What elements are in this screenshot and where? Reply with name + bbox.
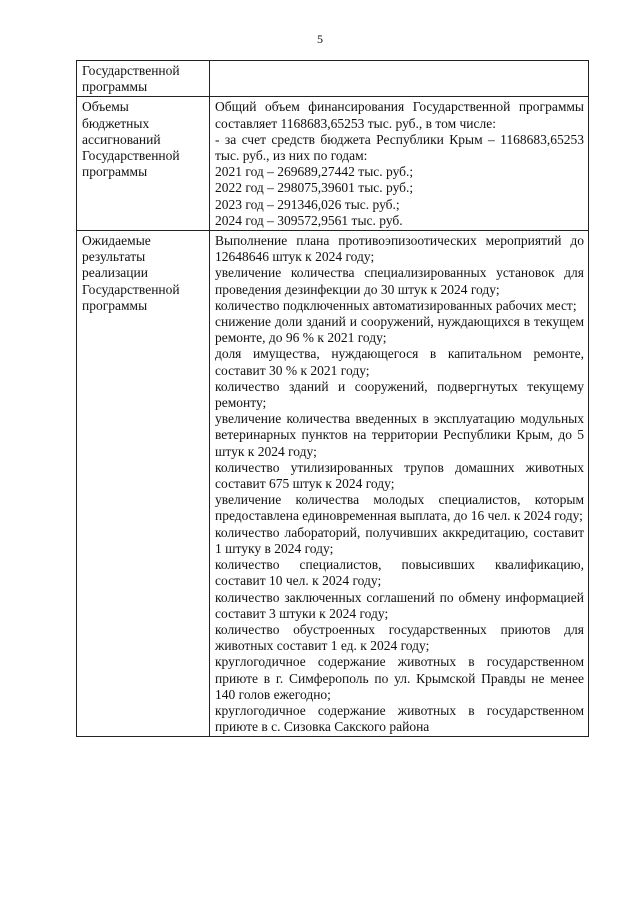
expected-result: количество заключенных соглашений по обмену информацией составит 3 штуки к 2024 году; bbox=[215, 589, 584, 621]
label-line: программы bbox=[82, 297, 148, 313]
financing-year: 2023 год – 291346,026 тыс. руб.; bbox=[215, 196, 400, 212]
expected-result: доля имущества, нуждающегося в капитальном ремонте, составит 30 % к 2021 году; bbox=[215, 346, 584, 378]
program-passport-table bbox=[76, 60, 589, 737]
table-row bbox=[77, 97, 589, 231]
row-label bbox=[77, 97, 210, 231]
expected-result: увеличение количества молодых специалистов, которым предоставлена единовременная выплата, до 16 чел. к 2024 году; bbox=[215, 492, 584, 524]
expected-result: количество специалистов, повысивших квалификацию, составит 10 чел. к 2024 году; bbox=[215, 557, 584, 589]
row-label bbox=[77, 61, 210, 97]
label-line: Государственной bbox=[82, 148, 180, 164]
row-content bbox=[210, 231, 589, 737]
label-line: Ожидаемые bbox=[82, 233, 151, 249]
expected-result: увеличение количества введенных в эксплуатацию модульных ветеринарных пунктов на территории Республики Крым, до 5 штук к 2024 году; bbox=[215, 411, 584, 459]
financing-total: Общий объем финансирования Государственной программы составляет 1168683,65253 тыс. руб., в том числе: bbox=[215, 99, 584, 131]
expected-result: количество обустроенных государственных приютов для животных составит 1 ед. к 2024 году; bbox=[215, 621, 584, 654]
table-row bbox=[77, 231, 589, 737]
label-line: Государственной bbox=[82, 63, 180, 78]
expected-result: количество лабораторий, получивших аккредитацию, составит 1 штуку в 2024 году; bbox=[215, 524, 584, 556]
label-line: Объемы bbox=[82, 99, 129, 115]
financing-year: 2022 год – 298075,39601 тыс. руб.; bbox=[215, 180, 414, 196]
expected-result: количество утилизированных трупов домашних животных составит 675 штук к 2024 году; bbox=[215, 459, 584, 492]
label-line: программы bbox=[82, 79, 148, 95]
expected-result: Выполнение плана противоэпизоотических мероприятий до 12648646 штук к 2024 году; bbox=[215, 233, 584, 265]
financing-crimea-budget: - за счет средств бюджета Республики Крым – 1168683,65253 тыс. руб., из них по годам: bbox=[215, 131, 584, 164]
label-line: реализации bbox=[82, 265, 148, 281]
expected-result: снижение доли зданий и сооружений, нуждающихся в текущем ремонте, до 96 % к 2021 году; bbox=[215, 314, 584, 346]
expected-result: увеличение количества специализированных установок для проведения дезинфекции до 30 штук к 2024 году; bbox=[215, 265, 584, 297]
expected-result: количество подключенных автоматизированных рабочих мест; bbox=[215, 297, 577, 313]
label-line: результаты bbox=[82, 249, 146, 265]
expected-result: круглогодичное содержание животных в государственном приюте в с. Сизовка Сакского района bbox=[215, 702, 584, 735]
label-line: Государственной bbox=[82, 281, 180, 297]
expected-result: количество зданий и сооружений, подвергнутых текущему ремонту; bbox=[215, 378, 584, 411]
row-label bbox=[77, 231, 210, 737]
row-content bbox=[210, 61, 589, 97]
label-line: бюджетных bbox=[82, 115, 150, 131]
expected-result: круглогодичное содержание животных в государственном приюте в г. Симферополь по ул. Крымской Правды не менее 140 голов ежегодно; bbox=[215, 654, 584, 702]
label-line: программы bbox=[82, 164, 148, 180]
table-row bbox=[77, 61, 589, 97]
label-line: ассигнований bbox=[82, 131, 161, 147]
financing-year: 2024 год – 309572,9561 тыс. руб. bbox=[215, 212, 403, 228]
row-content bbox=[210, 97, 589, 231]
page-number: 5 bbox=[317, 32, 323, 46]
financing-year: 2021 год – 269689,27442 тыс. руб.; bbox=[215, 164, 414, 180]
